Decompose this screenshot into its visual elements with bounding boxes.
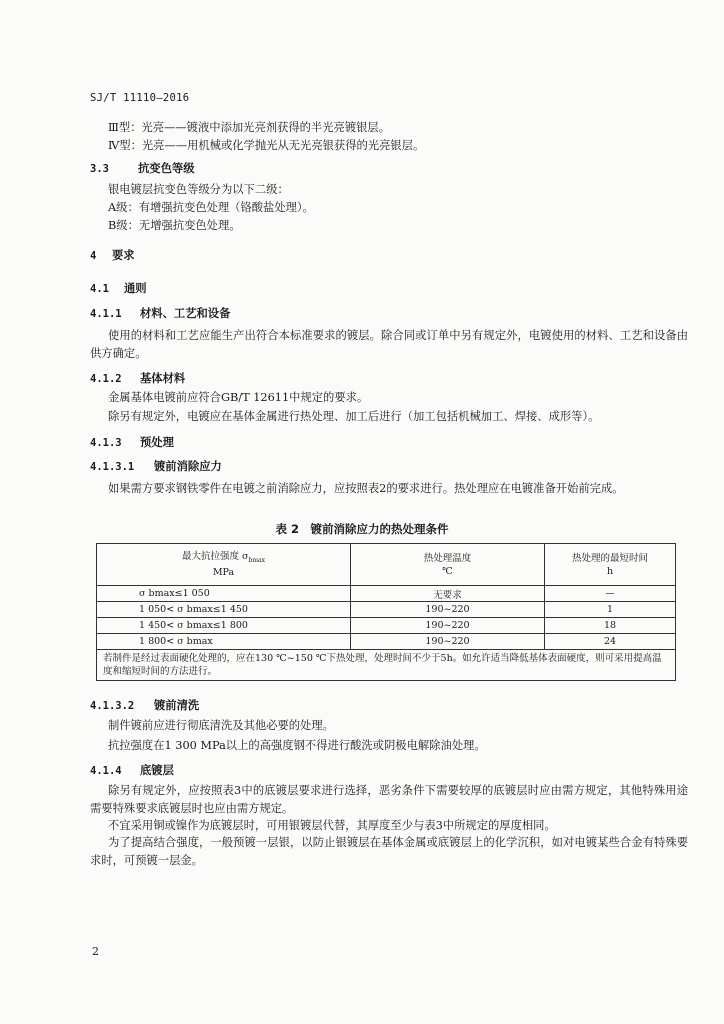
paragraph: A级：有增强抗变色处理（铬酸盐处理）。 [108, 201, 314, 214]
paragraph: 银电镀层抗变色等级分为以下二级： [108, 183, 289, 196]
header-unit: h [606, 565, 614, 577]
column-header-time [545, 544, 676, 586]
section-number: 4.1.3 [90, 437, 122, 449]
cell-time: 24 [545, 634, 676, 650]
stress-relief-table [96, 543, 676, 681]
cell-time: — [545, 586, 676, 602]
paragraph: 除另有规定外，电镀应在基体金属进行热处理、加工后进行（加工包括机械加工、焊接、成形等）。 [108, 410, 600, 423]
section-title: 抗变色等级 [138, 162, 195, 175]
header-subscript: bmax [248, 556, 265, 564]
paragraph: 使用的材料和工艺应能生产出符合本标准要求的镀层。除合同或订单中另有规定外，电镀使用的材料、工艺和设备由供方确定。 [90, 329, 688, 360]
section-4-1-3-1-heading [90, 458, 222, 474]
paragraph: 除另有规定外，应按照表3中的底镀层要求进行选择，恶劣条件下需要较厚的底镀层时应由需方规定，其他特殊用途需要特殊要求底镀层时也应由需方规定。 [90, 784, 688, 815]
section-4-1-2-heading [90, 370, 185, 386]
cell-temperature: 190~220 [351, 618, 545, 634]
section-title: 镀前清洗 [154, 699, 200, 712]
cell-strength: 1 050< σ bmax≤1 450 [97, 602, 351, 618]
cell-temperature: 190~220 [351, 602, 545, 618]
section-title: 通则 [124, 282, 147, 295]
header-unit: MPa [212, 567, 235, 579]
table-note: 若制件是经过表面硬化处理的，应在130 ℃~150 ℃下热处理，处理时间不少于5h。如允许适当降低基体表面硬度，则可采用提高温度和缩短时间的方法进行。 [97, 650, 676, 681]
section-title: 底镀层 [140, 764, 174, 777]
section-number: 4 [90, 250, 97, 262]
section-number: 4.1.2 [90, 373, 122, 385]
paragraph: 如果需方要求钢铁零件在电镀之前消除应力，应按照表2的要求进行。热处理应在电镀准备开始前完成。 [108, 482, 624, 495]
type3-line: Ⅲ型：光亮——镀液中添加光亮剂获得的半光亮镀银层。 [108, 121, 391, 134]
standard-number: SJ/T 11110—2016 [90, 92, 190, 104]
section-number: 4.1.3.1 [90, 461, 135, 473]
section-title: 材料、工艺和设备 [140, 307, 231, 320]
column-header-temperature [351, 544, 545, 586]
cell-strength: 1 450< σ bmax≤1 800 [97, 618, 351, 634]
section-number: 3.3 [90, 163, 109, 175]
header-text: 热处理温度 [423, 552, 472, 564]
section-4-1-1-heading [90, 305, 230, 321]
section-4-1-3-heading [90, 434, 174, 450]
cell-temperature: 190~220 [351, 634, 545, 650]
table-row [97, 618, 676, 634]
cell-time: 1 [545, 602, 676, 618]
paragraph: 金属基体电镀前应符合GB/T 12611中规定的要求。 [108, 391, 369, 404]
header-unit: ℃ [442, 565, 453, 577]
section-number: 4.1.3.2 [90, 700, 135, 712]
section-title: 基体材料 [140, 372, 186, 385]
section-title: 要求 [112, 249, 135, 262]
section-title: 镀前消除应力 [154, 460, 222, 473]
cell-temperature: 无要求 [351, 586, 545, 602]
section-number: 4.1.4 [90, 765, 122, 777]
column-header-strength [97, 544, 351, 586]
cell-time: 18 [545, 618, 676, 634]
header-text: 热处理的最短时间 [571, 552, 648, 564]
section-4-heading [90, 247, 135, 263]
table-row [97, 602, 676, 618]
paragraph: 不宜采用铜或镍作为底镀层时，可用银镀层代替，其厚度至少与表3中所规定的厚度相同。 [108, 819, 556, 832]
paragraph: 制件镀前应进行彻底清洗及其他必要的处理。 [108, 719, 334, 732]
table-row [97, 586, 676, 602]
section-4-1-4-heading [90, 762, 174, 778]
type4-line: Ⅳ型：光亮——用机械或化学抛光从无光亮银获得的光亮银层。 [108, 139, 425, 152]
header-text: 最大抗拉强度 σ [181, 550, 249, 562]
section-3-3-heading [90, 160, 195, 176]
cell-strength: 1 800< σ bmax [97, 634, 351, 650]
paragraph: 为了提高结合强度，一般预镀一层银，以防止银镀层在基体金属或底镀层上的化学沉积，如对电镀某些合金有特殊要求时，可预镀一层金。 [90, 836, 688, 867]
table-caption: 表 2 镀前消除应力的热处理条件 [275, 522, 449, 536]
page-number: 2 [92, 945, 99, 958]
table-note-row [97, 650, 676, 681]
paragraph: 抗拉强度在1 300 MPa以上的高强度钢不得进行酸洗或阴极电解除油处理。 [108, 739, 486, 752]
section-number: 4.1 [90, 283, 109, 295]
cell-strength: σ bmax≤1 050 [97, 586, 351, 602]
paragraph: B级：无增强抗变色处理。 [108, 219, 241, 232]
section-number: 4.1.1 [90, 308, 122, 320]
section-4-1-3-2-heading [90, 697, 199, 713]
table-row [97, 634, 676, 650]
section-title: 预处理 [140, 436, 174, 449]
section-4-1-heading [90, 280, 147, 296]
